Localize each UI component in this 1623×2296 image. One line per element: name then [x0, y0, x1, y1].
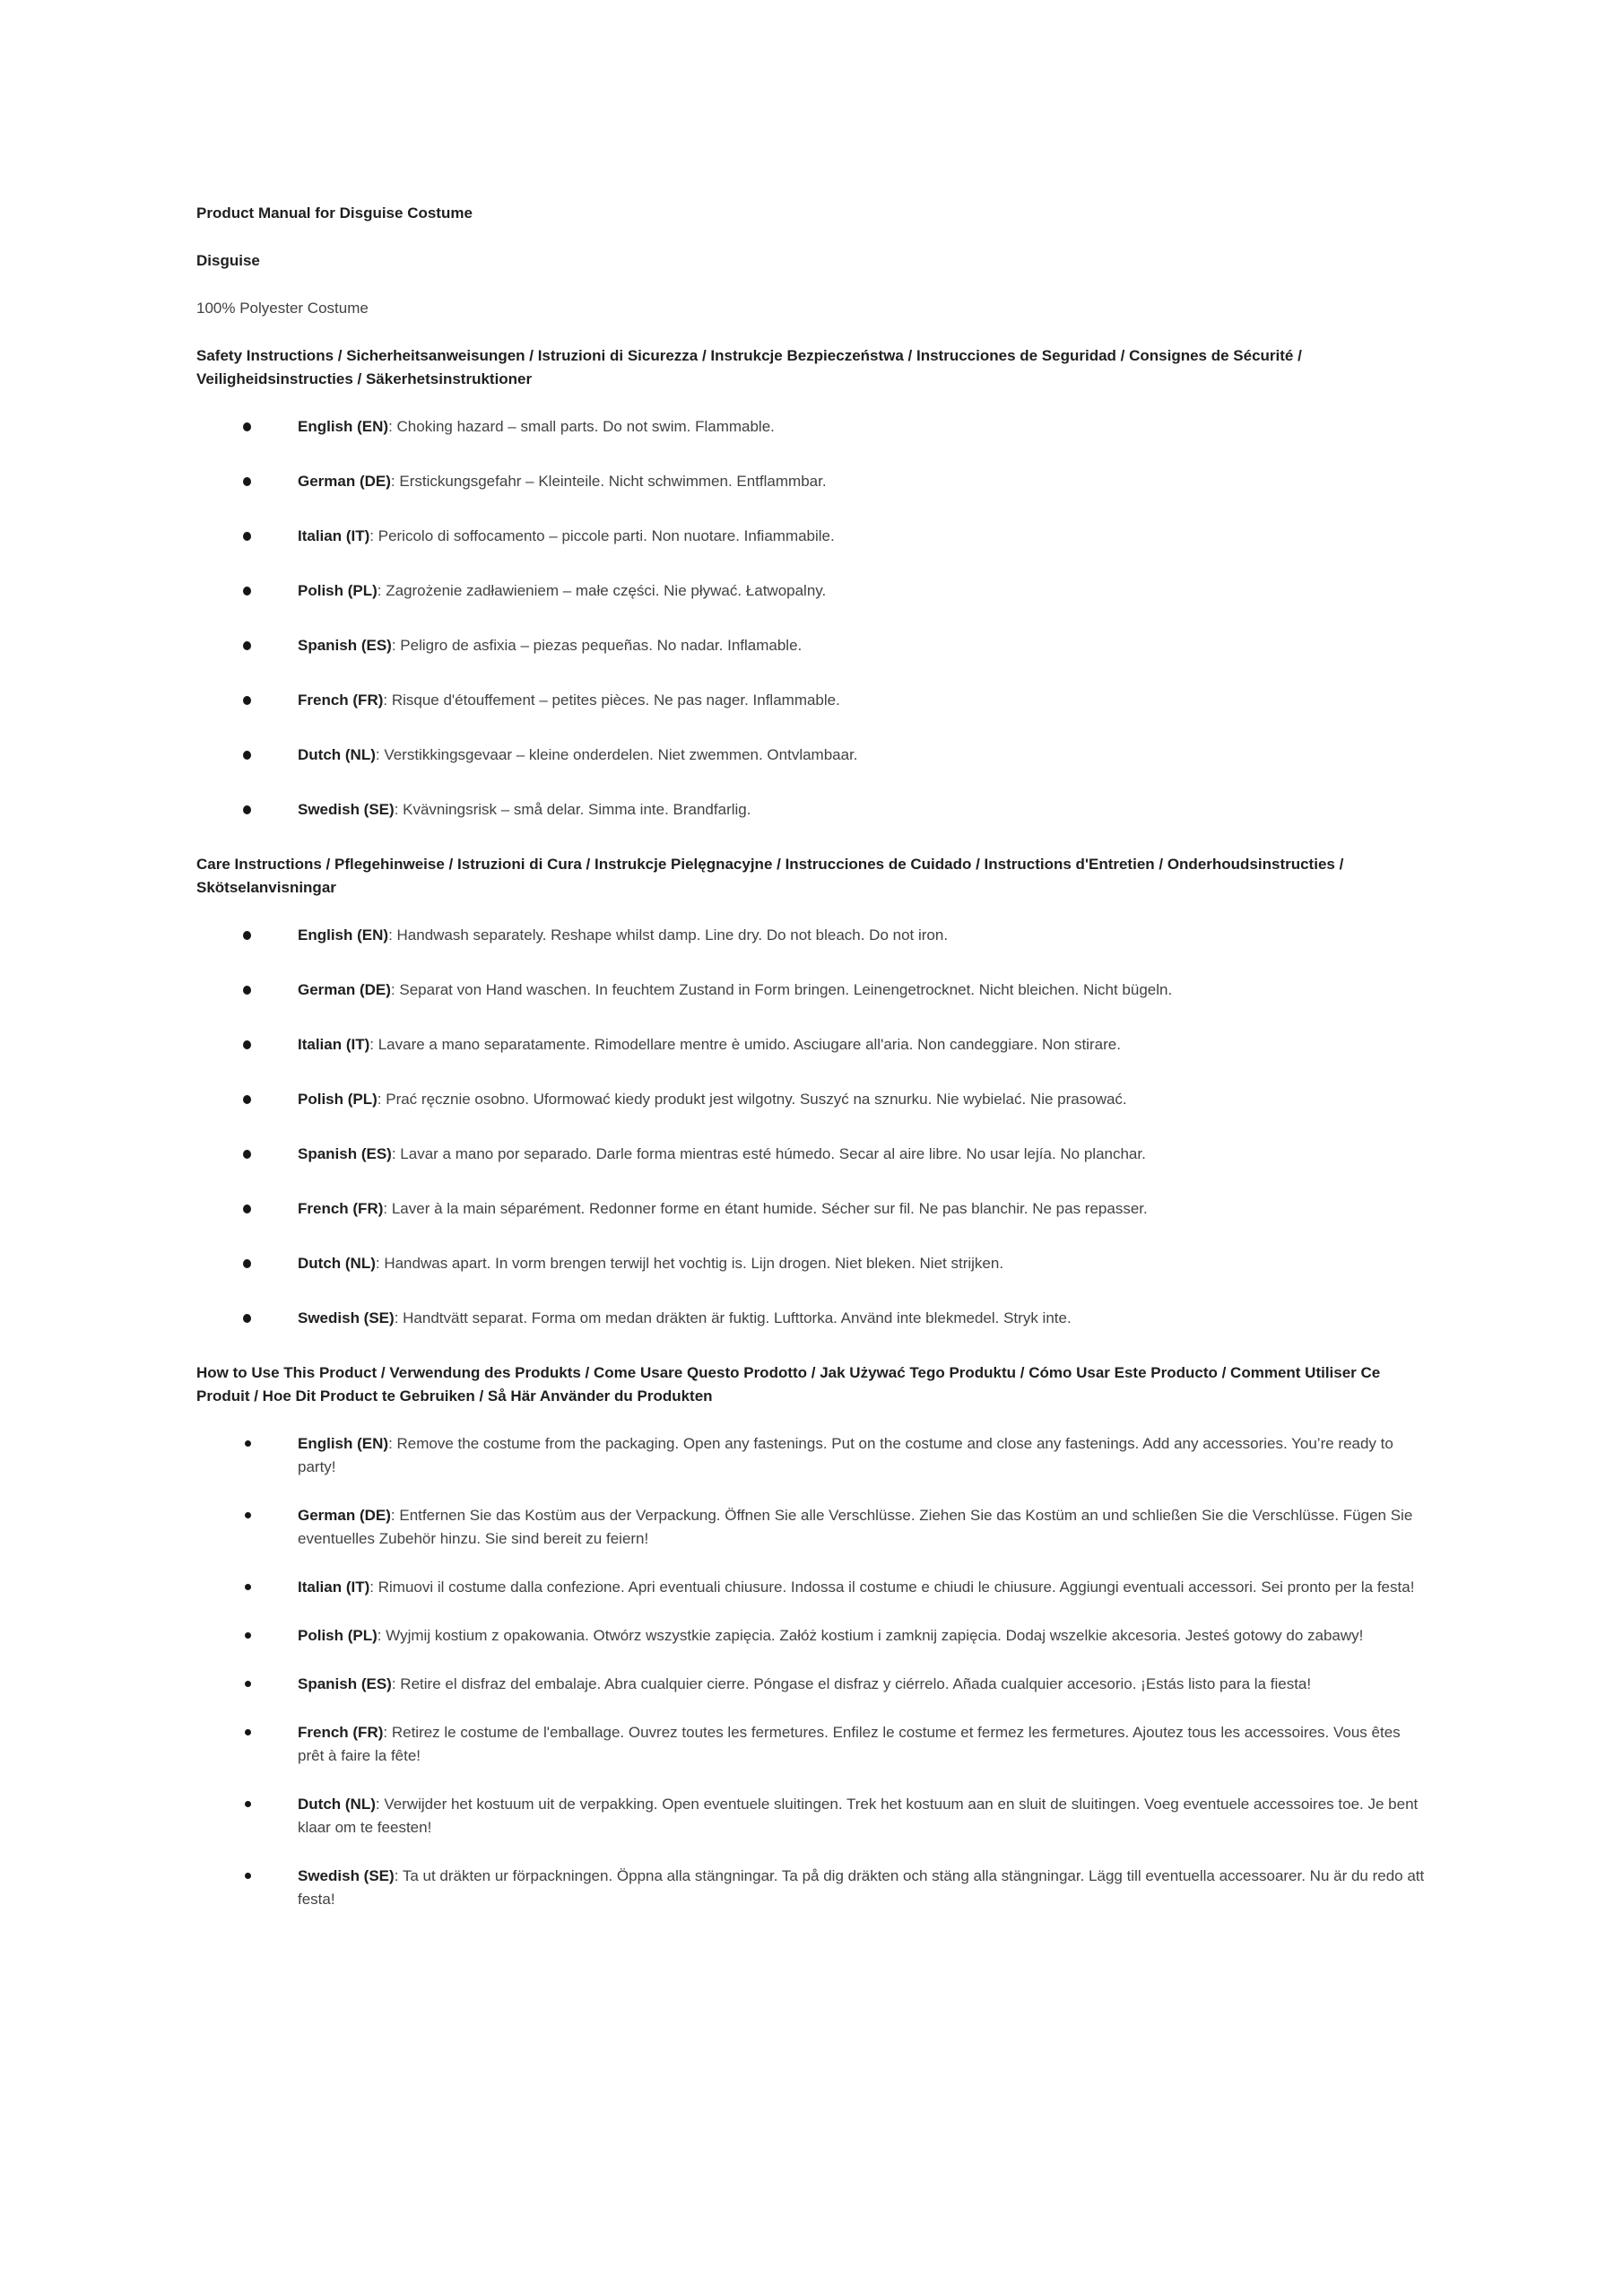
- item-text: : Laver à la main séparément. Redonner forme en étant humide. Sécher sur fil. Ne pas blanchir. Ne pas repasser.: [383, 1200, 1148, 1217]
- item-text: : Handwash separately. Reshape whilst damp. Line dry. Do not bleach. Do not iron.: [388, 926, 949, 944]
- list-item: [196, 798, 1427, 822]
- language-label: Dutch (NL): [298, 746, 376, 763]
- language-label: Spanish (ES): [298, 1675, 392, 1692]
- list-item: [196, 689, 1427, 712]
- language-label: Dutch (NL): [298, 1255, 376, 1272]
- language-label: Swedish (SE): [298, 1867, 395, 1884]
- list-item: [196, 1252, 1427, 1275]
- language-label: English (EN): [298, 1435, 389, 1452]
- safety-section-heading: Safety Instructions / Sicherheitsanweisungen / Istruzioni di Sicurezza / Instrukcje Bezpieczeństwa / Instrucciones de Seguridad / Consignes de Sécurité / Veiligheidsinstructies / Säkerhetsinstruktioner: [196, 347, 1302, 387]
- care-section-heading: Care Instructions / Pflegehinweise / Istruzioni di Cura / Instrukcje Pielęgnacyjne / Instrucciones de Cuidado / Instructions d'Entretien / Onderhoudsinstructies / Skötselanvisningar: [196, 856, 1344, 896]
- language-label: Dutch (NL): [298, 1796, 376, 1813]
- section-how-to-use: [196, 1361, 1427, 1911]
- language-label: Italian (IT): [298, 1578, 370, 1596]
- list-item: [196, 634, 1427, 657]
- how-to-use-section-heading: How to Use This Product / Verwendung des Produkts / Come Usare Questo Prodotto / Jak Używać Tego Produktu / Cómo Usar Este Producto / Comment Utiliser Ce Produit / Hoe Dit Product te Gebruiken / Så Här Använder du Produkten: [196, 1364, 1381, 1405]
- item-text: : Lavare a mano separatamente. Rimodellare mentre è umido. Asciugare all'aria. Non candeggiare. Non stirare.: [369, 1036, 1121, 1053]
- item-text: : Zagrożenie zadławieniem – małe części. Nie pływać. Łatwopalny.: [377, 582, 827, 599]
- language-label: English (EN): [298, 926, 389, 944]
- language-label: Spanish (ES): [298, 1145, 392, 1162]
- language-label: Spanish (ES): [298, 637, 392, 654]
- language-label: French (FR): [298, 691, 384, 709]
- list-item: [196, 525, 1427, 548]
- language-label: German (DE): [298, 1507, 391, 1524]
- language-label: Polish (PL): [298, 1627, 378, 1644]
- item-text: : Verwijder het kostuum uit de verpakking. Open eventuele sluitingen. Trek het kostuum aan en sluit de sluitingen. Voeg eventuele accessoires toe. Je bent klaar om te feesten!: [298, 1796, 1419, 1836]
- care-instructions-list: [196, 924, 1427, 1330]
- item-text: : Kvävningsrisk – små delar. Simma inte. Brandfarlig.: [394, 801, 751, 818]
- language-label: Italian (IT): [298, 1036, 370, 1053]
- list-item: [196, 924, 1427, 947]
- list-item: [196, 1576, 1427, 1599]
- item-text: : Wyjmij kostium z opakowania. Otwórz wszystkie zapięcia. Załóż kostium i zamknij zapięcia. Dodaj wszelkie akcesoria. Jesteś gotowy do zabawy!: [377, 1627, 1364, 1644]
- list-item: [196, 1143, 1427, 1166]
- item-text: : Retirez le costume de l'emballage. Ouvrez toutes les fermetures. Enfilez le costume et fermez les fermetures. Ajoutez tous les accessoires. Vous êtes prêt à faire la fête!: [298, 1724, 1401, 1764]
- list-item: [196, 744, 1427, 767]
- list-item: [196, 1307, 1427, 1330]
- list-item: [196, 1673, 1427, 1696]
- item-text: : Erstickungsgefahr – Kleinteile. Nicht schwimmen. Entflammbar.: [390, 473, 827, 490]
- section-care-instructions: [196, 853, 1427, 1330]
- item-text: : Remove the costume from the packaging. Open any fastenings. Put on the costume and close any fastenings. Add any accessories. You’re ready to party!: [298, 1435, 1393, 1475]
- item-text: : Verstikkingsgevaar – kleine onderdelen. Niet zwemmen. Ontvlambaar.: [375, 746, 858, 763]
- language-label: Swedish (SE): [298, 1309, 395, 1326]
- list-item: [196, 1432, 1427, 1479]
- item-text: : Separat von Hand waschen. In feuchtem Zustand in Form bringen. Leinengetrocknet. Nicht bleichen. Nicht bügeln.: [390, 981, 1173, 998]
- item-text: : Handtvätt separat. Forma om medan dräkten är fuktig. Lufttorka. Använd inte blekmedel. Stryk inte.: [394, 1309, 1072, 1326]
- list-item: [196, 1865, 1427, 1911]
- section-safety-instructions: [196, 344, 1427, 822]
- how-to-use-list: [196, 1432, 1427, 1911]
- language-label: Polish (PL): [298, 582, 378, 599]
- list-item: [196, 1793, 1427, 1839]
- list-item: [196, 415, 1427, 439]
- language-label: English (EN): [298, 418, 389, 435]
- item-text: : Prać ręcznie osobno. Uformować kiedy produkt jest wilgotny. Suszyć na sznurku. Nie wybielać. Nie prasować.: [377, 1091, 1127, 1108]
- list-item: [196, 1033, 1427, 1057]
- language-label: Italian (IT): [298, 527, 370, 544]
- list-item: [196, 1504, 1427, 1551]
- list-item: [196, 1721, 1427, 1768]
- language-label: Polish (PL): [298, 1091, 378, 1108]
- list-item: [196, 1197, 1427, 1221]
- list-item: [196, 1088, 1427, 1111]
- item-text: : Retire el disfraz del embalaje. Abra cualquier cierre. Póngase el disfraz y ciérrelo. Añada cualquier accesorio. ¡Estás listo para la fiesta!: [391, 1675, 1312, 1692]
- list-item: [196, 1624, 1427, 1648]
- item-text: : Peligro de asfixia – piezas pequeñas. No nadar. Inflamable.: [391, 637, 803, 654]
- safety-instructions-list: [196, 415, 1427, 822]
- material-line: 100% Polyester Costume: [196, 300, 369, 317]
- language-label: German (DE): [298, 473, 391, 490]
- language-label: French (FR): [298, 1724, 384, 1741]
- item-text: : Risque d'étouffement – petites pièces. Ne pas nager. Inflammable.: [383, 691, 840, 709]
- language-label: German (DE): [298, 981, 391, 998]
- list-item: [196, 579, 1427, 603]
- item-text: : Handwas apart. In vorm brengen terwijl het vochtig is. Lijn drogen. Niet bleken. Niet strijken.: [375, 1255, 1004, 1272]
- list-item: [196, 978, 1427, 1002]
- item-text: : Entfernen Sie das Kostüm aus der Verpackung. Öffnen Sie alle Verschlüsse. Ziehen Sie das Kostüm an und schließen Sie die Verschlüsse. Fügen Sie eventuelles Zubehör hinzu. Sie sind bereit zu feiern!: [298, 1507, 1413, 1547]
- document-title: Product Manual for Disguise Costume: [196, 204, 473, 222]
- item-text: : Rimuovi il costume dalla confezione. Apri eventuali chiusure. Indossa il costume e chiudi le chiusure. Aggiungi eventuali accessori. Sei pronto per la festa!: [369, 1578, 1415, 1596]
- language-label: Swedish (SE): [298, 801, 395, 818]
- item-text: : Pericolo di soffocamento – piccole parti. Non nuotare. Infiammabile.: [369, 527, 835, 544]
- item-text: : Choking hazard – small parts. Do not swim. Flammable.: [388, 418, 775, 435]
- brand-name: Disguise: [196, 252, 260, 269]
- language-label: French (FR): [298, 1200, 384, 1217]
- item-text: : Lavar a mano por separado. Darle forma mientras esté húmedo. Secar al aire libre. No usar lejía. No planchar.: [391, 1145, 1146, 1162]
- list-item: [196, 470, 1427, 493]
- item-text: : Ta ut dräkten ur förpackningen. Öppna alla stängningar. Ta på dig dräkten och stäng alla stängningar. Lägg till eventuella accessoarer. Nu är du redo att festa!: [298, 1867, 1425, 1908]
